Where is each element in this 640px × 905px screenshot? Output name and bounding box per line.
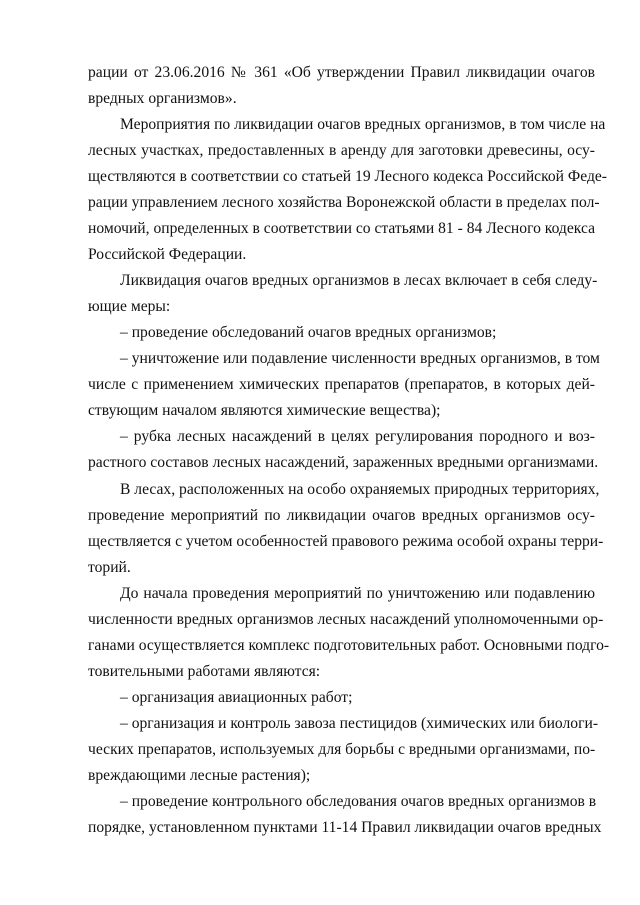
text-line: вредных организмов».	[88, 90, 237, 107]
text-line: вреждающими лесные растения);	[88, 767, 311, 784]
text-line: ющие меры:	[88, 298, 171, 315]
text-line: Российской Федерации.	[88, 246, 247, 263]
text-line: ганами осуществляется комплекс подготовительных работ. Основными подго-	[88, 637, 610, 654]
text-line: лесных участках, предоставленных в аренду для заготовки древесины, осу-	[88, 142, 595, 159]
paragraph-first-line: Мероприятия по ликвидации очагов вредных организмов, в том числе на	[120, 116, 606, 133]
text-line: номочий, определенных в соответствии со статьями 81 - 84 Лесного кодекса	[88, 220, 595, 237]
text-line: растного составов лесных насаждений, зараженных вредными организмами.	[88, 454, 599, 471]
text-line: рации от 23.06.2016 № 361 «Об утверждении Правил ликвидации очагов	[88, 64, 595, 81]
text-line: ществляются в соответствии со статьей 19 Лесного кодекса Российской Феде-	[88, 168, 608, 185]
text-line: числе с применением химических препаратов (препаратов, в которых дей-	[88, 376, 595, 393]
list-item: – проведение обследований очагов вредных организмов;	[120, 324, 497, 341]
list-item: – уничтожение или подавление численности вредных организмов, в том	[120, 350, 600, 367]
text-line: ствующим началом являются химические вещества);	[88, 402, 441, 419]
paragraph-first-line: Ликвидация очагов вредных организмов в лесах включает в себя следу-	[120, 272, 598, 289]
list-item: – организация и контроль завоза пестицидов (химических или биологи-	[120, 715, 599, 732]
text-line: торий.	[88, 559, 131, 576]
text-line: рации управлением лесного хозяйства Воронежской области в пределах пол-	[88, 194, 600, 211]
text-line: проведение мероприятий по ликвидации очагов вредных организмов осу-	[88, 507, 595, 524]
text-line: товительными работами являются:	[88, 663, 321, 680]
text-line: ческих препаратов, используемых для борьбы с вредными организмами, по-	[88, 741, 596, 758]
list-item: – рубка лесных насаждений в целях регулирования породного и воз-	[120, 428, 595, 445]
text-line: ществляется с учетом особенностей правового режима особой охраны терри-	[88, 533, 604, 550]
paragraph-first-line: В лесах, расположенных на особо охраняемых природных территориях,	[120, 481, 600, 498]
list-item: – проведение контрольного обследования очагов вредных организмов в	[120, 793, 597, 810]
text-line: порядке, установленном пунктами 11-14 Правил ликвидации очагов вредных	[88, 819, 602, 836]
text-line: численности вредных организмов лесных насаждений уполномоченными ор-	[88, 611, 604, 628]
paragraph-first-line: До начала проведения мероприятий по уничтожению или подавлению	[120, 585, 595, 602]
list-item: – организация авиационных работ;	[120, 689, 353, 706]
